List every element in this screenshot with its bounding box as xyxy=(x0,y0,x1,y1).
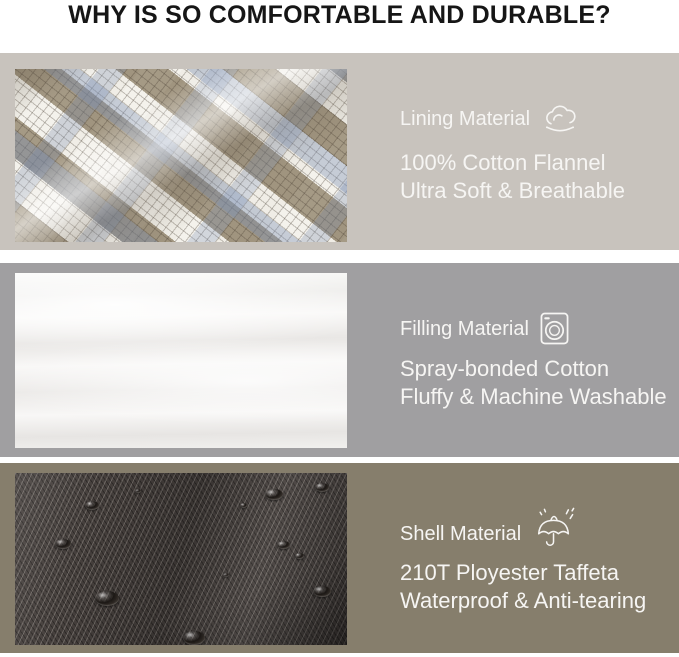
filling-heading-row xyxy=(400,312,569,345)
lining-description xyxy=(400,149,625,205)
lining-line2: Ultra Soft & Breathable xyxy=(400,178,626,203)
page-title: WHY IS SO COMFORTABLE AND DURABLE? xyxy=(68,1,611,29)
lining-material-section xyxy=(0,53,679,250)
cotton-cloud-icon xyxy=(541,104,579,134)
lining-heading-label: Lining Material xyxy=(400,108,531,130)
filling-material-section xyxy=(0,263,679,457)
cotton-batting-photo xyxy=(15,273,347,448)
shell-material-section xyxy=(0,463,679,653)
shell-heading-label: Shell Material xyxy=(400,523,522,545)
filling-description xyxy=(400,355,667,411)
lining-line1: 100% Cotton Flannel xyxy=(400,150,606,175)
filling-line1: Spray-bonded Cotton xyxy=(400,356,610,381)
shell-line1: 210T Ployester Taffeta xyxy=(400,560,619,585)
umbrella-rain-icon xyxy=(532,507,576,549)
filling-heading-label: Filling Material xyxy=(400,317,529,340)
taffeta-fabric-photo xyxy=(15,473,347,645)
washing-machine-icon xyxy=(540,312,569,345)
plaid-flannel-photo xyxy=(15,69,347,242)
lining-heading-row xyxy=(400,104,579,134)
shell-line2: Waterproof & Anti-tearing xyxy=(400,588,647,613)
shell-description xyxy=(400,559,646,615)
shell-heading-row xyxy=(400,519,576,549)
filling-line2: Fluffy & Machine Washable xyxy=(400,384,667,409)
